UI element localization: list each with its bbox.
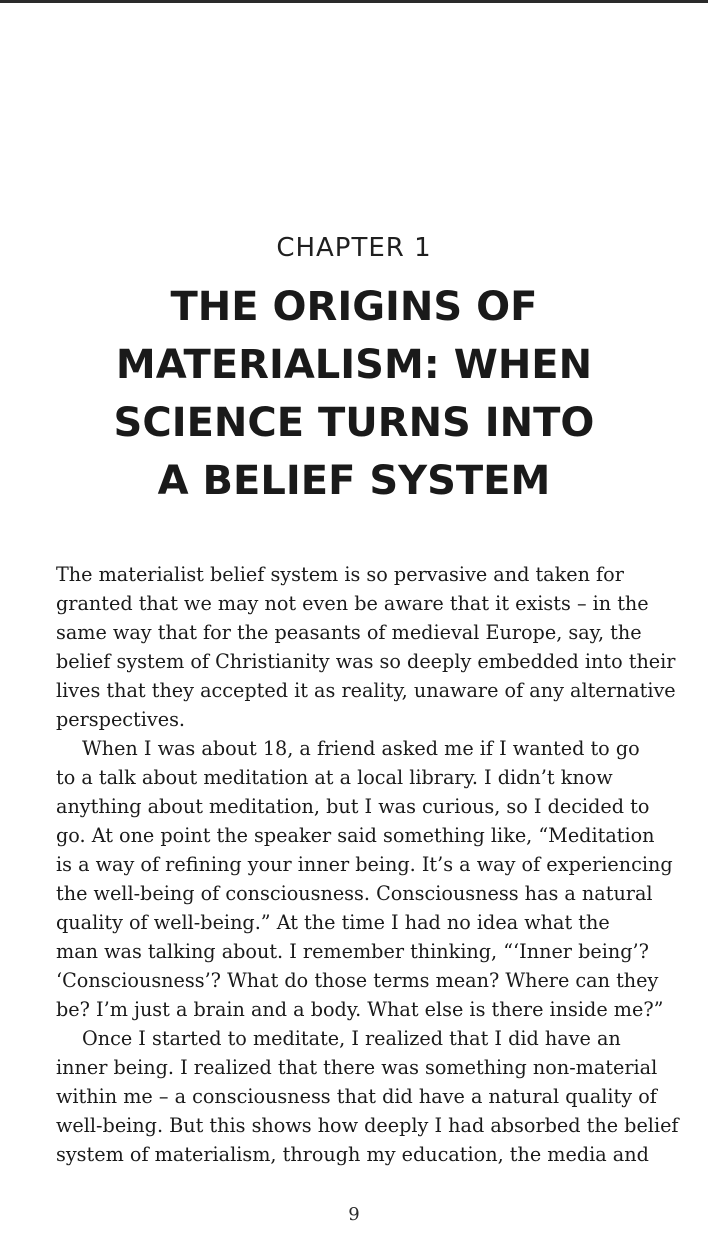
chapter-label: CHAPTER 1 — [276, 233, 432, 263]
body-line: is a way of refining your inner being. It’s a way of experiencing — [56, 853, 673, 876]
chapter-title — [40, 278, 668, 510]
body-line: same way that for the peasants of medieval Europe, say, the — [56, 621, 642, 644]
page-number: 9 — [348, 1204, 360, 1225]
body-line: lives that they accepted it as reality, unaware of any alternative — [56, 679, 676, 702]
chapter-title-line: THE ORIGINS OF — [170, 284, 538, 330]
body-line: quality of well-being.” At the time I had no idea what the — [56, 911, 610, 934]
body-line: man was talking about. I remember thinking, “‘Inner being’? — [56, 940, 649, 963]
body-line: anything about meditation, but I was curious, so I decided to — [56, 795, 650, 818]
body-line: to a talk about meditation at a local library. I didn’t know — [56, 766, 613, 789]
body-line: system of materialism, through my education, the media and — [56, 1143, 649, 1166]
body-line: within me – a consciousness that did have a natural quality of — [56, 1085, 657, 1108]
body-line: When I was about 18, a friend asked me if I wanted to go — [82, 737, 640, 760]
body-line: belief system of Christianity was so deeply embedded into their — [56, 650, 676, 673]
body-line: perspectives. — [56, 708, 186, 731]
body-line: well-being. But this shows how deeply I had absorbed the belief — [56, 1114, 679, 1137]
body-line: the well-being of consciousness. Consciousness has a natural — [56, 882, 653, 905]
body-line: ‘Consciousness’? What do those terms mean? Where can they — [56, 969, 659, 992]
body-line: inner being. I realized that there was something non-material — [56, 1056, 658, 1079]
body-line: The materialist belief system is so pervasive and taken for — [56, 563, 624, 586]
body-line: Once I started to meditate, I realized that I did have an — [82, 1027, 621, 1050]
chapter-title-line: A BELIEF SYSTEM — [157, 458, 551, 504]
body-line: be? I’m just a brain and a body. What else is there inside me?” — [56, 998, 664, 1021]
chapter-title-line: SCIENCE TURNS INTO — [113, 400, 595, 446]
chapter-title-line: MATERIALISM: WHEN — [115, 342, 593, 388]
body-text — [56, 560, 679, 1169]
body-line: granted that we may not even be aware that it exists – in the — [56, 592, 649, 615]
body-line: go. At one point the speaker said something like, “Meditation — [56, 824, 655, 847]
top-rule — [0, 0, 708, 3]
